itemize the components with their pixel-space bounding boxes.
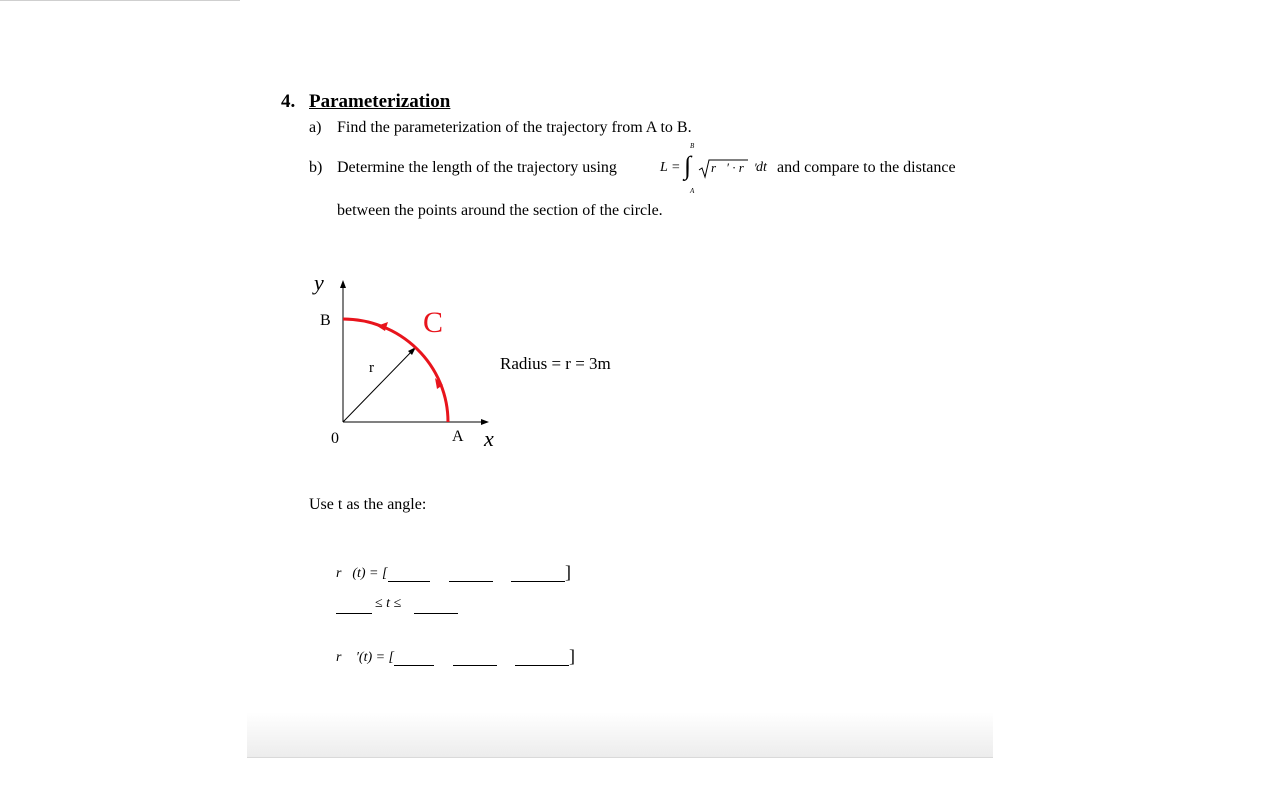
r-prime-blank-1[interactable] (394, 651, 434, 666)
formula-lower-limit: A (690, 187, 695, 195)
t-lower-bound-blank[interactable] (336, 599, 372, 614)
r-prime-blank-3[interactable] (515, 651, 569, 666)
radius-label: r (369, 360, 374, 376)
problem-title: Parameterization (309, 91, 451, 112)
r-of-t-blank-2[interactable] (449, 567, 493, 582)
page-bottom-edge (247, 757, 993, 758)
r-prime-blank-2[interactable] (453, 651, 497, 666)
part-b-text-second-line: between the points around the section of the circle. (337, 202, 663, 219)
x-axis-arrow (481, 419, 489, 425)
point-b-label: B (320, 312, 331, 329)
integral-sign: ∫ (684, 151, 692, 180)
radius-value-text: Radius = r = 3m (500, 354, 611, 373)
part-b-text: Determine the length of the trajectory using (337, 159, 617, 176)
part-a-text: Find the parameterization of the trajectory from A to B. (337, 119, 692, 136)
formula-lhs: L = (660, 160, 681, 175)
part-b-label: b) (309, 159, 323, 176)
sqrt-symbol (699, 160, 748, 177)
r-prime-close-bracket: ] (569, 646, 575, 666)
formula-upper-limit: B (690, 142, 695, 150)
x-axis-label: x (484, 426, 494, 451)
r-of-t-close-bracket: ] (565, 562, 571, 582)
r-of-t-label: r⃗(t) = [ (336, 566, 388, 581)
angle-prompt: Use t as the angle: (309, 496, 427, 513)
t-upper-bound-blank[interactable] (414, 599, 458, 614)
y-axis-label: y (314, 270, 324, 295)
r-of-t-blank-1[interactable] (388, 567, 430, 582)
part-b-text-continued: and compare to the distance (777, 159, 956, 176)
point-a-label: A (452, 428, 464, 445)
r-prime-of-t-label: r⃗ ′(t) = [ (336, 650, 395, 665)
t-range-symbol: ≤ t ≤ (375, 596, 402, 611)
r-of-t-blank-3[interactable] (511, 567, 565, 582)
problem-number: 4. (281, 91, 296, 112)
radius-line (343, 349, 414, 422)
page-bottom-fade (247, 712, 993, 758)
y-axis-arrow (340, 280, 346, 288)
part-a-label: a) (309, 119, 322, 136)
formula-dt: dt (756, 160, 767, 175)
curve-c-label: C (423, 306, 444, 339)
origin-label: 0 (331, 430, 339, 447)
formula-integrand: r⃗′ · r⃗′ (711, 160, 757, 175)
